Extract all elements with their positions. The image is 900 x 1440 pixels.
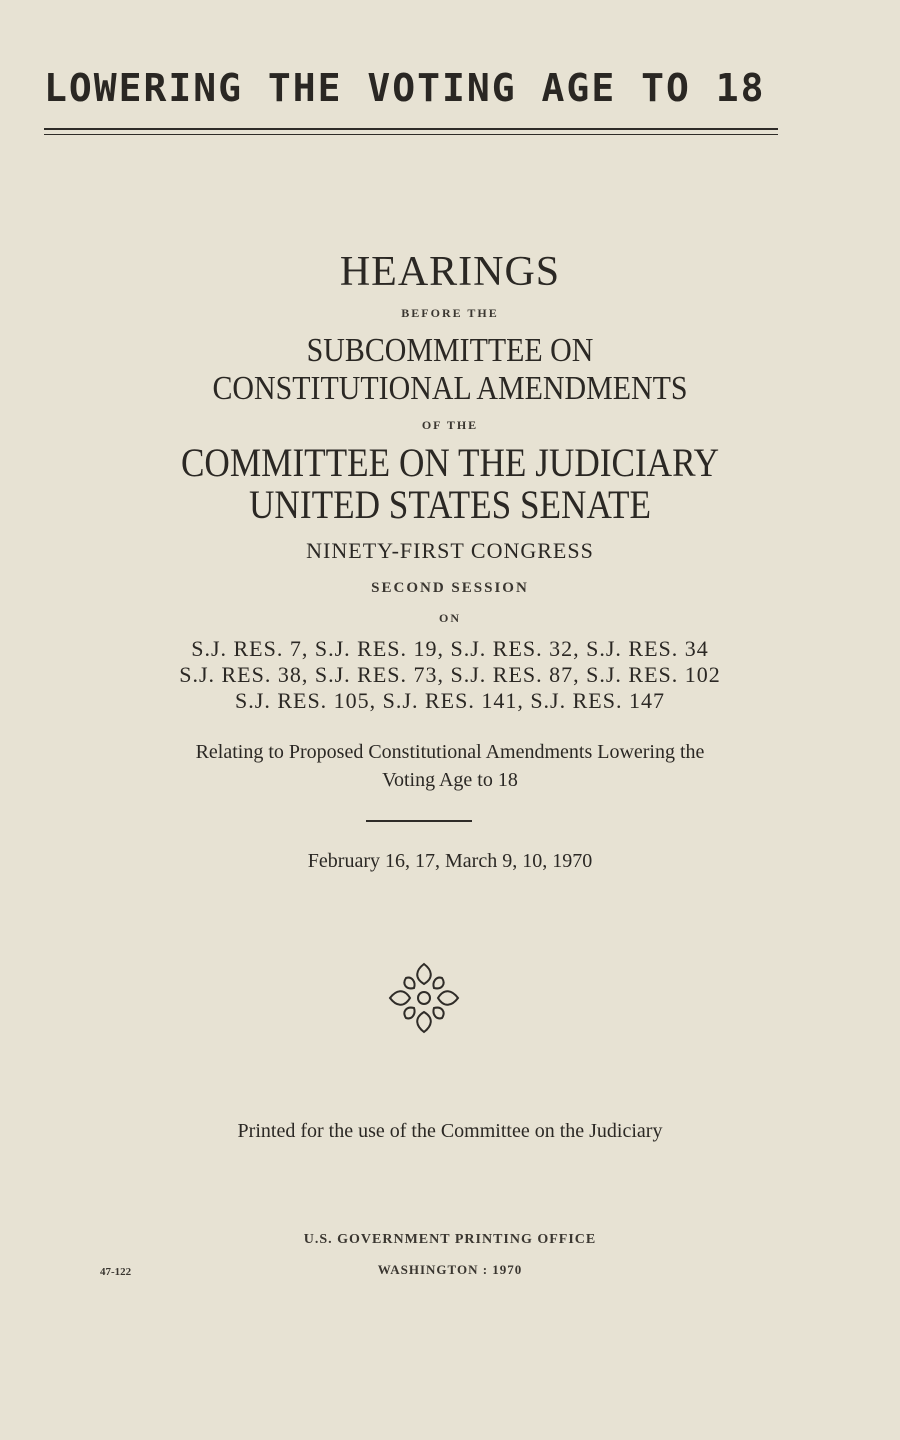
session-label: SECOND SESSION: [371, 580, 529, 596]
congress-label: NINETY-FIRST CONGRESS: [306, 538, 594, 563]
relating-line-2: Voting Age to 18: [382, 769, 518, 791]
before-the-label: BEFORE THE: [401, 306, 499, 320]
title-rule-lower: [44, 134, 778, 135]
document-title: LOWERING THE VOTING AGE TO 18: [44, 66, 766, 110]
place-year: WASHINGTON : 1970: [377, 1262, 523, 1277]
committee-line-1: COMMITTEE ON THE JUDICIARY: [180, 440, 720, 485]
hearing-dates: February 16, 17, March 9, 10, 1970: [307, 850, 593, 872]
resolution-line-1: S.J. RES. 7, S.J. RES. 19, S.J. RES. 32, S.J. RES. 34: [191, 636, 709, 661]
of-the-label: OF THE: [421, 418, 479, 432]
resolution-list: [0, 636, 900, 714]
title-rule-upper: [44, 128, 778, 130]
printer-name: U.S. GOVERNMENT PRINTING OFFICE: [303, 1232, 597, 1247]
relating-line-1: Relating to Proposed Constitutional Amendments Lowering the: [195, 741, 705, 763]
section-divider: [366, 820, 472, 822]
on-label: ON: [439, 611, 461, 625]
committee-line-2: UNITED STATES SENATE: [249, 482, 651, 527]
subcommittee-name: [54, 332, 846, 408]
resolution-line-2: S.J. RES. 38, S.J. RES. 73, S.J. RES. 87, S.J. RES. 102: [179, 662, 721, 687]
document-code: 47-122: [100, 1266, 132, 1278]
hearings-heading: HEARINGS: [339, 249, 561, 295]
fleuron-ornament-icon: [384, 960, 464, 1036]
printed-for-note: Printed for the use of the Committee on the Judiciary: [237, 1120, 663, 1142]
committee-name: [54, 442, 846, 526]
subcommittee-line-2: CONSTITUTIONAL AMENDMENTS: [212, 370, 688, 407]
relating-text: [0, 738, 900, 794]
subcommittee-line-1: SUBCOMMITTEE ON: [306, 332, 594, 369]
resolution-line-3: S.J. RES. 105, S.J. RES. 141, S.J. RES. 147: [235, 688, 665, 713]
